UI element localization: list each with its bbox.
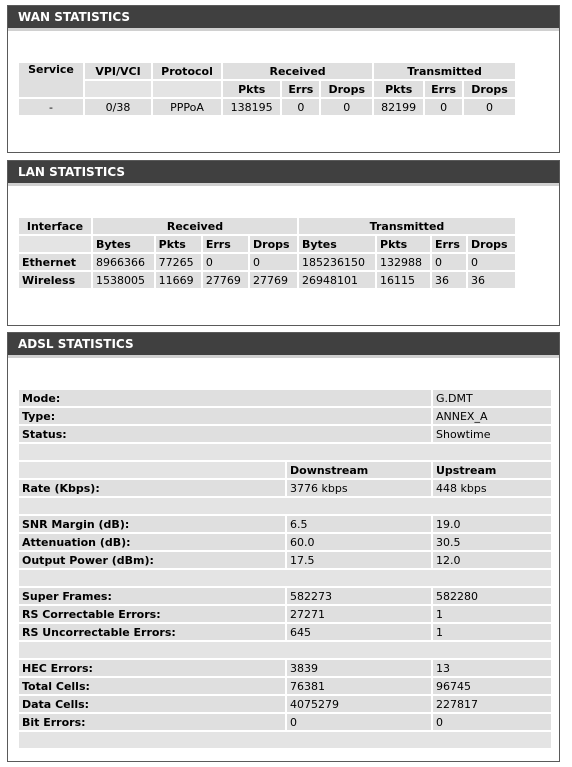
adsl-empty-cell: [19, 462, 285, 478]
lan-statistics-table: [17, 216, 517, 290]
wan-cell: 0: [464, 99, 515, 115]
adsl-row-up: 12.0: [433, 552, 551, 568]
lan-header-interface: Interface: [19, 218, 91, 234]
lan-interface-name: Wireless: [19, 272, 91, 288]
wan-sub-pkts: Pkts: [223, 81, 280, 97]
lan-cell: 11669: [156, 272, 201, 288]
adsl-row-up: 582280: [433, 588, 551, 604]
adsl-row-up: 0: [433, 714, 551, 730]
adsl-statistics-title: ADSL STATISTICS: [8, 333, 559, 358]
lan-sub-pkts: Pkts: [156, 236, 201, 252]
adsl-type-label: Type:: [19, 408, 431, 424]
table-row: [19, 480, 551, 496]
wan-sub-drops: Drops: [321, 81, 372, 97]
adsl-row-label: SNR Margin (dB):: [19, 516, 285, 532]
adsl-spacer-row: [19, 642, 551, 658]
adsl-status-label: Status:: [19, 426, 431, 442]
lan-cell: 77265: [156, 254, 201, 270]
wan-sub-errs: Errs: [425, 81, 462, 97]
table-row: [19, 552, 551, 568]
adsl-row-down: 3776 kbps: [287, 480, 431, 496]
lan-cell: 27769: [250, 272, 297, 288]
lan-cell: 26948101: [299, 272, 375, 288]
wan-statistics-table: [17, 61, 517, 117]
adsl-header-downstream: Downstream: [287, 462, 431, 478]
wan-sub-errs: Errs: [282, 81, 319, 97]
adsl-row-label: Output Power (dBm):: [19, 552, 285, 568]
lan-cell: 36: [432, 272, 466, 288]
lan-sub-bytes: Bytes: [299, 236, 375, 252]
table-row: [19, 660, 551, 676]
wan-sub-drops: Drops: [464, 81, 515, 97]
wan-cell: 0: [282, 99, 319, 115]
table-row: [19, 714, 551, 730]
adsl-type-value: ANNEX_A: [433, 408, 551, 424]
wan-cell: 138195: [223, 99, 280, 115]
lan-cell: 16115: [377, 272, 430, 288]
adsl-row-label: HEC Errors:: [19, 660, 285, 676]
wan-header-vpivci: VPI/VCI: [85, 63, 151, 79]
lan-cell: 0: [203, 254, 248, 270]
lan-sub-drops: Drops: [468, 236, 515, 252]
lan-cell: 185236150: [299, 254, 375, 270]
adsl-row-down: 0: [287, 714, 431, 730]
lan-cell: 0: [468, 254, 515, 270]
wan-header-service: Service: [19, 63, 83, 97]
adsl-row-up: 1: [433, 606, 551, 622]
adsl-statistics-table: [17, 388, 553, 750]
adsl-row-up: 19.0: [433, 516, 551, 532]
wan-statistics-title: WAN STATISTICS: [8, 6, 559, 31]
lan-empty-cell: [19, 236, 91, 252]
adsl-row-label: RS Uncorrectable Errors:: [19, 624, 285, 640]
adsl-row-down: 645: [287, 624, 431, 640]
table-row: [19, 390, 551, 406]
adsl-row-label: Rate (Kbps):: [19, 480, 285, 496]
table-row: [19, 426, 551, 442]
wan-cell: 82199: [374, 99, 423, 115]
lan-sub-errs: Errs: [432, 236, 466, 252]
wan-header-protocol: Protocol: [153, 63, 221, 79]
table-row: [19, 516, 551, 532]
lan-statistics-title: LAN STATISTICS: [8, 161, 559, 186]
adsl-row-down: 17.5: [287, 552, 431, 568]
table-row: [19, 534, 551, 550]
lan-cell: 0: [250, 254, 297, 270]
wan-cell: PPPoA: [153, 99, 221, 115]
wan-cell: -: [19, 99, 83, 115]
adsl-row-label: Bit Errors:: [19, 714, 285, 730]
wan-statistics-panel: [7, 5, 560, 153]
adsl-header-upstream: Upstream: [433, 462, 551, 478]
wan-empty-cell: [85, 81, 151, 97]
lan-statistics-panel: [7, 160, 560, 326]
adsl-row-label: Total Cells:: [19, 678, 285, 694]
adsl-row-up: 96745: [433, 678, 551, 694]
table-row: [19, 678, 551, 694]
adsl-row-down: 76381: [287, 678, 431, 694]
adsl-row-label: Data Cells:: [19, 696, 285, 712]
wan-sub-pkts: Pkts: [374, 81, 423, 97]
table-row: [19, 624, 551, 640]
adsl-status-value: Showtime: [433, 426, 551, 442]
adsl-row-up: 448 kbps: [433, 480, 551, 496]
adsl-row-down: 4075279: [287, 696, 431, 712]
adsl-row-up: 1: [433, 624, 551, 640]
lan-cell: 27769: [203, 272, 248, 288]
adsl-row-up: 13: [433, 660, 551, 676]
adsl-spacer-row: [19, 444, 551, 460]
adsl-spacer-row: [19, 732, 551, 748]
wan-empty-cell: [153, 81, 221, 97]
table-row: [19, 588, 551, 604]
adsl-row-label: RS Correctable Errors:: [19, 606, 285, 622]
lan-sub-pkts: Pkts: [377, 236, 430, 252]
adsl-row-label: Super Frames:: [19, 588, 285, 604]
table-row: [19, 254, 515, 270]
wan-cell: 0: [425, 99, 462, 115]
lan-cell: 132988: [377, 254, 430, 270]
adsl-mode-value: G.DMT: [433, 390, 551, 406]
lan-header-received: Received: [93, 218, 297, 234]
wan-cell: 0: [321, 99, 372, 115]
lan-cell: 36: [468, 272, 515, 288]
adsl-row-down: 3839: [287, 660, 431, 676]
adsl-row-down: 27271: [287, 606, 431, 622]
adsl-row-up: 227817: [433, 696, 551, 712]
lan-header-transmitted: Transmitted: [299, 218, 515, 234]
table-row: [19, 696, 551, 712]
lan-cell: 8966366: [93, 254, 154, 270]
wan-header-transmitted: Transmitted: [374, 63, 515, 79]
table-row: [19, 408, 551, 424]
lan-sub-errs: Errs: [203, 236, 248, 252]
lan-cell: 1538005: [93, 272, 154, 288]
adsl-mode-label: Mode:: [19, 390, 431, 406]
adsl-row-down: 60.0: [287, 534, 431, 550]
table-row: [19, 99, 515, 115]
adsl-statistics-panel: [7, 332, 560, 762]
adsl-spacer-row: [19, 498, 551, 514]
adsl-spacer-row: [19, 570, 551, 586]
table-row: [19, 606, 551, 622]
table-row: [19, 272, 515, 288]
lan-sub-drops: Drops: [250, 236, 297, 252]
lan-sub-bytes: Bytes: [93, 236, 154, 252]
wan-cell: 0/38: [85, 99, 151, 115]
wan-header-received: Received: [223, 63, 372, 79]
adsl-row-down: 582273: [287, 588, 431, 604]
adsl-row-label: Attenuation (dB):: [19, 534, 285, 550]
lan-interface-name: Ethernet: [19, 254, 91, 270]
adsl-row-down: 6.5: [287, 516, 431, 532]
adsl-row-up: 30.5: [433, 534, 551, 550]
lan-cell: 0: [432, 254, 466, 270]
